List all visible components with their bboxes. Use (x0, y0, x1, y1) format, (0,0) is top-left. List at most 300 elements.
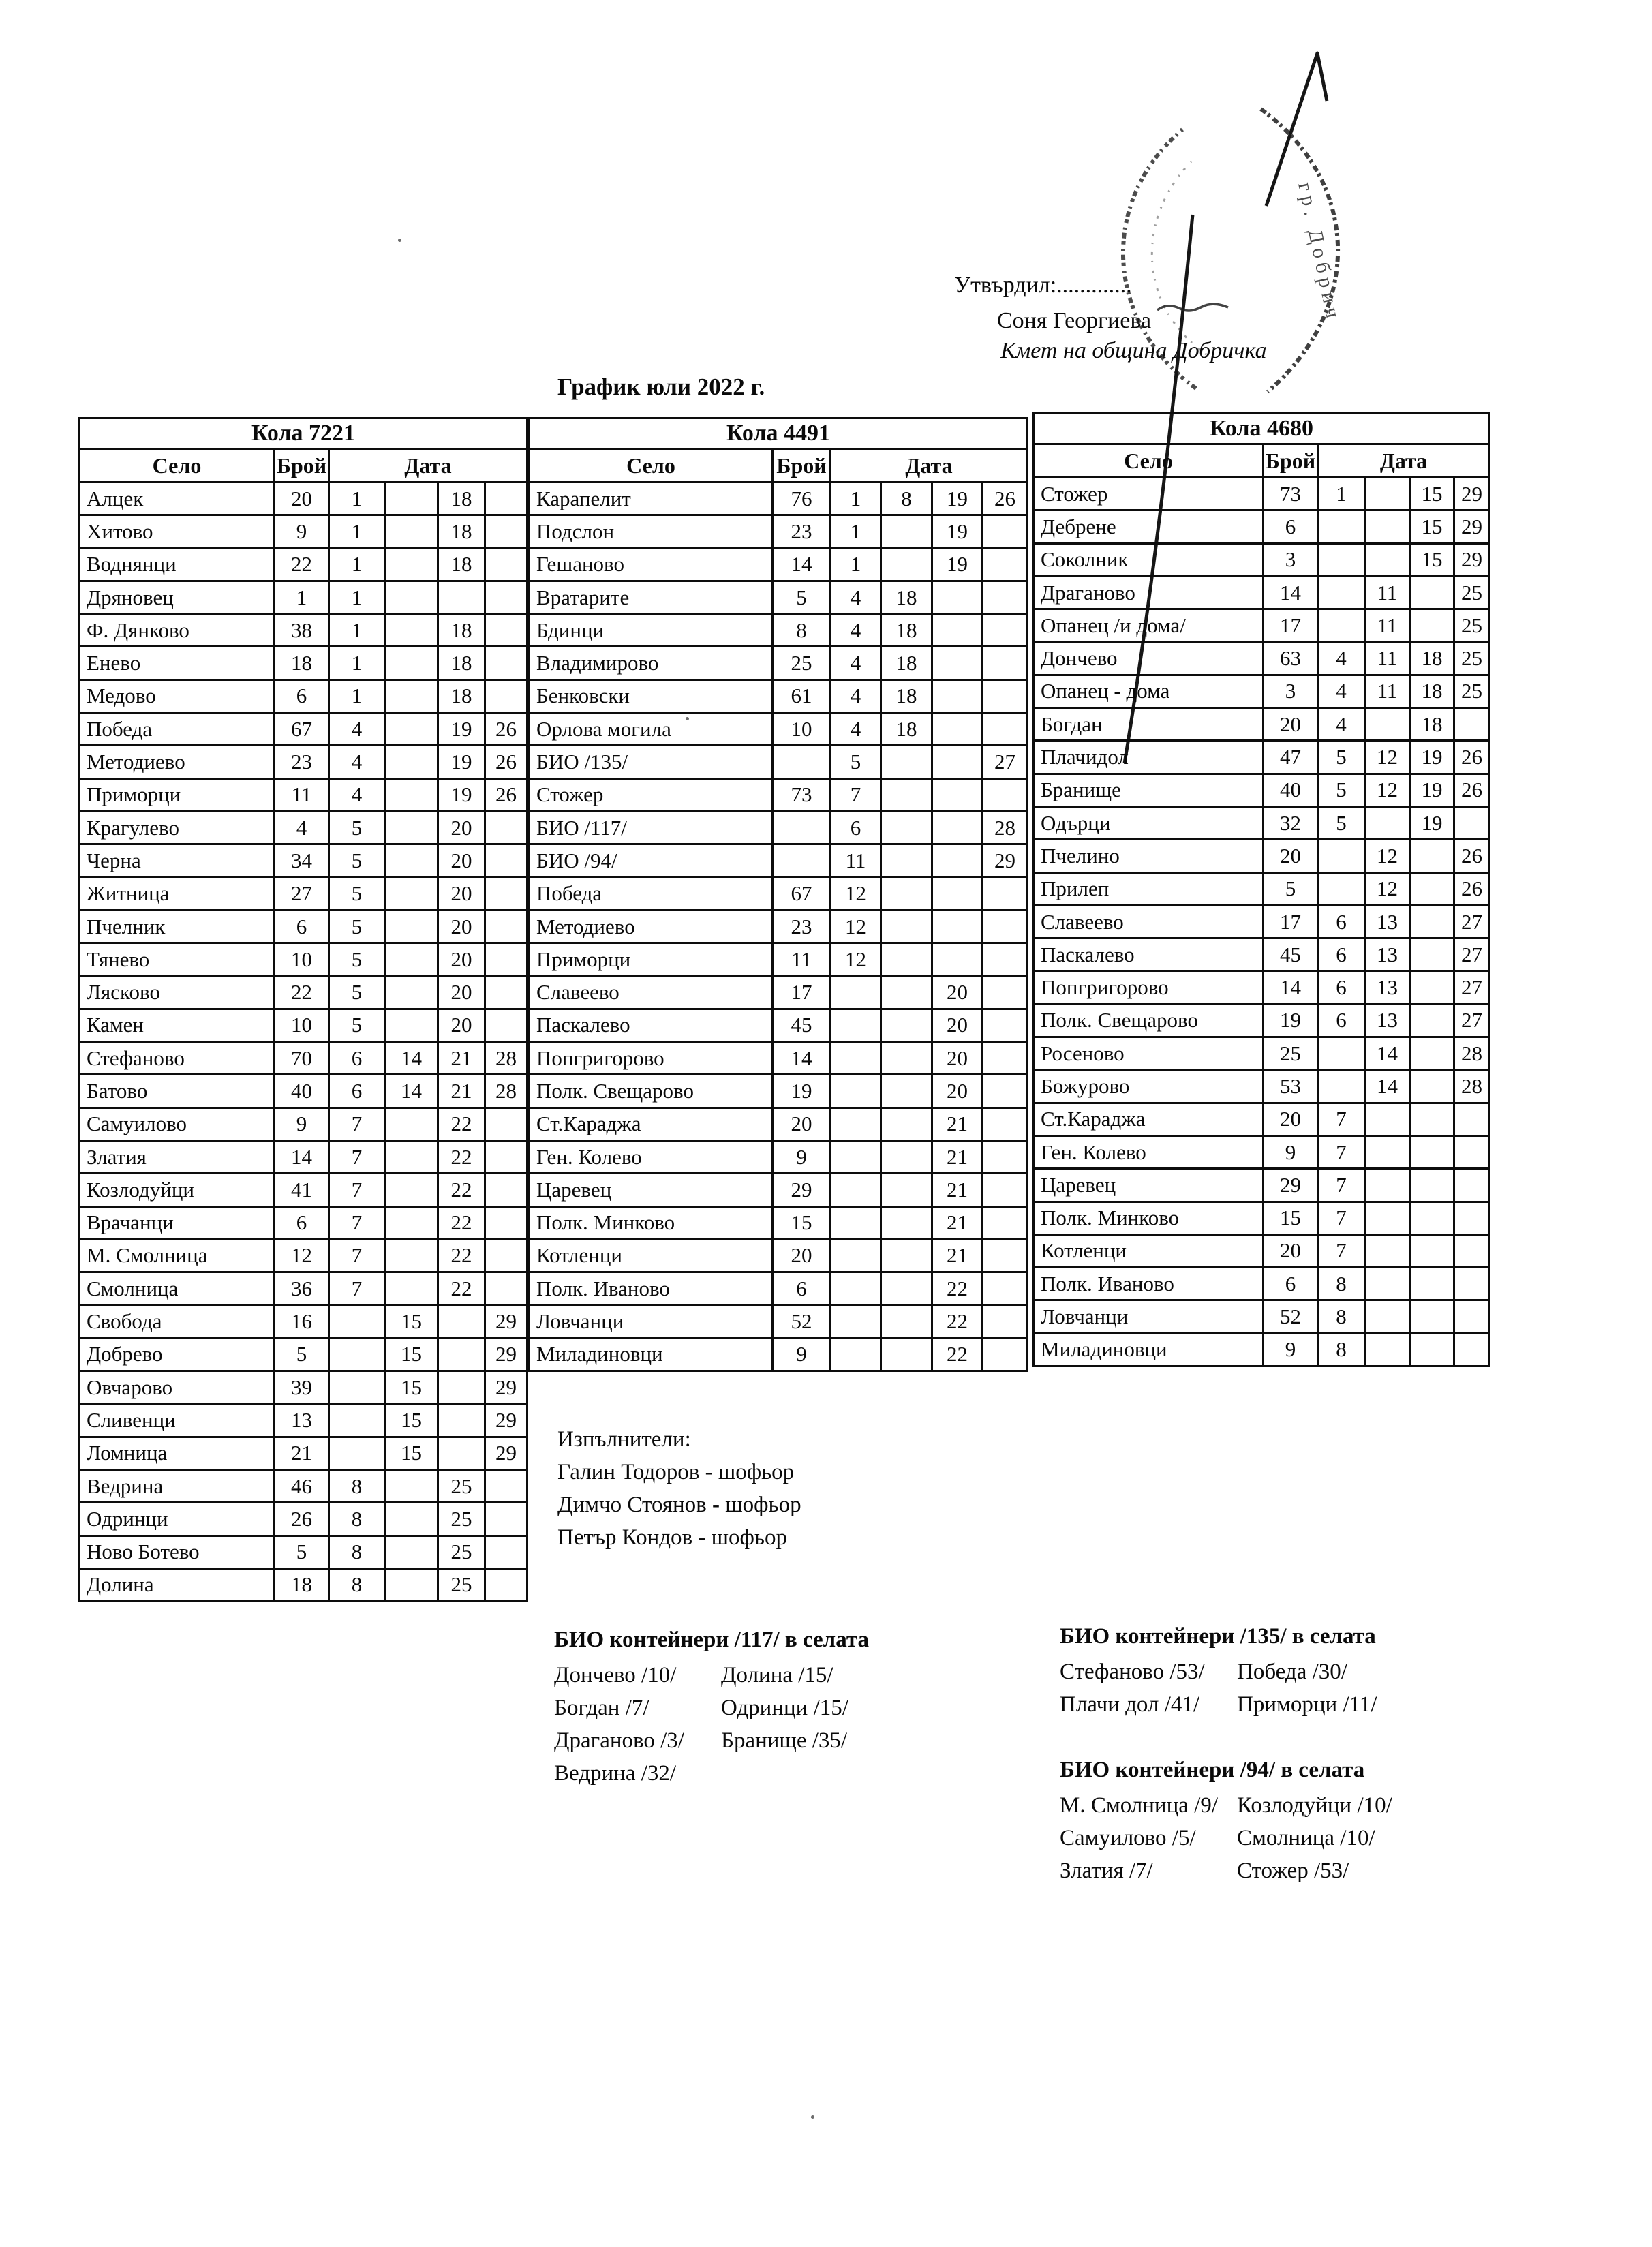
count-cell: 10 (275, 943, 329, 976)
date-cell (983, 647, 1028, 679)
count-cell: 1 (275, 581, 329, 613)
date-cell (329, 1404, 385, 1437)
date-cell (485, 647, 527, 679)
date-cell: 4 (831, 581, 881, 613)
date-cell: 1 (329, 614, 385, 647)
date-cell (881, 1107, 932, 1140)
date-cell: 28 (485, 1075, 527, 1107)
table-title: Кола 4491 (530, 418, 1028, 449)
count-cell: 41 (275, 1174, 329, 1206)
date-cell: 25 (438, 1503, 485, 1535)
date-cell: 29 (485, 1371, 527, 1404)
date-cell: 7 (1318, 1169, 1365, 1202)
date-cell (485, 1469, 527, 1502)
date-cell (1318, 840, 1365, 872)
bio-item: Стожер /53/ (1237, 1859, 1349, 1883)
date-cell: 25 (1454, 675, 1490, 707)
date-cell: 8 (881, 483, 932, 515)
date-cell (1365, 510, 1410, 543)
date-cell (932, 713, 983, 746)
date-cell: 19 (1410, 774, 1454, 806)
village-cell: Долина (80, 1568, 275, 1601)
date-cell (438, 1404, 485, 1437)
date-cell: 12 (831, 877, 881, 910)
date-cell: 20 (438, 811, 485, 844)
date-cell (438, 1338, 485, 1371)
executors-block (557, 1423, 801, 1554)
date-cell: 22 (438, 1140, 485, 1173)
table-row (1034, 478, 1490, 510)
bio-item: Долина /15/ (721, 1663, 833, 1687)
count-cell: 20 (773, 1239, 831, 1272)
village-cell: Ловчанци (1034, 1300, 1264, 1333)
village-cell: Дончево (1034, 642, 1264, 675)
table-row (530, 483, 1028, 515)
dust-speck (686, 717, 689, 720)
date-cell: 15 (1410, 543, 1454, 576)
village-cell: Медово (80, 679, 275, 712)
date-cell (1410, 1070, 1454, 1103)
village-cell: Бранище (1034, 774, 1264, 806)
date-cell (881, 1338, 932, 1371)
table-row (1034, 1103, 1490, 1135)
village-cell: Полк. Иваново (1034, 1268, 1264, 1300)
date-cell: 27 (1454, 1004, 1490, 1037)
table-row (1034, 774, 1490, 806)
village-cell: Черна (80, 844, 275, 877)
table-row (530, 647, 1028, 679)
date-cell: 15 (1410, 478, 1454, 510)
table-row (80, 1107, 527, 1140)
count-cell: 6 (773, 1272, 831, 1305)
date-cell (1410, 1004, 1454, 1037)
date-cell (1365, 1333, 1410, 1366)
count-cell: 14 (773, 548, 831, 581)
date-cell (1365, 543, 1410, 576)
date-cell (983, 778, 1028, 811)
table-row (80, 581, 527, 613)
date-cell: 26 (1454, 840, 1490, 872)
executor-item: Петър Кондов - шофьор (557, 1525, 787, 1550)
date-cell: 5 (329, 976, 385, 1009)
date-cell: 18 (881, 614, 932, 647)
date-cell: 21 (438, 1042, 485, 1075)
date-cell (485, 679, 527, 712)
village-cell: Божурово (1034, 1070, 1264, 1103)
table-row (80, 1568, 527, 1601)
count-cell: 20 (1264, 1103, 1318, 1135)
page-title: График юли 2022 г. (557, 373, 765, 400)
date-cell (881, 515, 932, 548)
date-cell: 5 (329, 811, 385, 844)
date-cell: 6 (831, 811, 881, 844)
date-cell (831, 1107, 881, 1140)
table-row (530, 746, 1028, 778)
village-cell: Лясково (80, 976, 275, 1009)
count-cell: 5 (275, 1338, 329, 1371)
village-cell: Полк. Минково (530, 1206, 773, 1239)
village-cell: Добрево (80, 1338, 275, 1371)
village-cell: Алцек (80, 483, 275, 515)
date-cell: 1 (329, 483, 385, 515)
date-cell (831, 1140, 881, 1173)
count-cell: 14 (1264, 576, 1318, 609)
table-row (80, 1305, 527, 1338)
date-cell (1365, 1300, 1410, 1333)
count-cell: 52 (773, 1305, 831, 1338)
date-cell: 25 (438, 1568, 485, 1601)
date-cell (385, 713, 438, 746)
table-row (1034, 1135, 1490, 1168)
col-header-date: Дата (1318, 444, 1490, 478)
date-cell: 18 (438, 679, 485, 712)
date-cell: 15 (385, 1338, 438, 1371)
bio-column (1237, 1789, 1392, 1887)
village-cell: Ген. Колево (1034, 1135, 1264, 1168)
village-cell: Сливенци (80, 1404, 275, 1437)
bio-section-94 (1060, 1755, 1392, 1887)
count-cell: 6 (275, 910, 329, 943)
date-cell (385, 483, 438, 515)
village-cell: Паскалево (1034, 938, 1264, 971)
count-cell: 20 (1264, 840, 1318, 872)
table-row (1034, 642, 1490, 675)
count-cell: 22 (275, 548, 329, 581)
village-cell: Хитово (80, 515, 275, 548)
table-row (80, 1535, 527, 1568)
village-cell: Тянево (80, 943, 275, 976)
date-cell: 25 (438, 1469, 485, 1502)
table-row (1034, 1169, 1490, 1202)
date-cell (385, 1272, 438, 1305)
date-cell (932, 844, 983, 877)
village-cell: Приморци (80, 778, 275, 811)
village-cell: Царевец (1034, 1169, 1264, 1202)
date-cell: 12 (831, 910, 881, 943)
village-cell: Гешаново (530, 548, 773, 581)
date-cell (385, 1469, 438, 1502)
village-cell: Карапелит (530, 483, 773, 515)
village-cell: Опанец /и дома/ (1034, 609, 1264, 642)
date-cell: 22 (932, 1305, 983, 1338)
date-cell (831, 1075, 881, 1107)
date-cell: 12 (831, 943, 881, 976)
date-cell: 7 (831, 778, 881, 811)
date-cell (932, 943, 983, 976)
date-cell: 14 (385, 1075, 438, 1107)
date-cell (329, 1371, 385, 1404)
date-cell: 6 (1318, 1004, 1365, 1037)
date-cell (881, 1140, 932, 1173)
date-cell (385, 778, 438, 811)
village-cell: БИО /117/ (530, 811, 773, 844)
date-cell: 19 (932, 483, 983, 515)
date-cell (1410, 971, 1454, 1004)
date-cell: 13 (1365, 1004, 1410, 1037)
village-cell: Пчелино (1034, 840, 1264, 872)
dust-speck (811, 2115, 814, 2119)
table-title: Кола 7221 (80, 418, 527, 449)
count-cell: 45 (1264, 938, 1318, 971)
executor-item: Галин Тодоров - шофьор (557, 1460, 795, 1484)
village-cell: БИО /94/ (530, 844, 773, 877)
table-row (1034, 971, 1490, 1004)
date-cell (983, 1107, 1028, 1140)
date-cell: 28 (1454, 1070, 1490, 1103)
date-cell (485, 1503, 527, 1535)
table-row (530, 1338, 1028, 1371)
date-cell (385, 548, 438, 581)
date-cell: 5 (1318, 741, 1365, 774)
table-row (530, 1272, 1028, 1305)
count-cell: 5 (773, 581, 831, 613)
approver-name: Соня Георгиева (997, 308, 1152, 333)
village-cell: Миладиновци (530, 1338, 773, 1371)
count-cell: 36 (275, 1272, 329, 1305)
table-row (1034, 806, 1490, 839)
table-row (80, 877, 527, 910)
date-cell: 8 (329, 1568, 385, 1601)
village-cell: Славеево (1034, 905, 1264, 938)
date-cell (932, 778, 983, 811)
date-cell (1365, 806, 1410, 839)
count-cell: 53 (1264, 1070, 1318, 1103)
date-cell: 28 (485, 1042, 527, 1075)
village-cell: Врачанци (80, 1206, 275, 1239)
village-cell: Методиево (80, 746, 275, 778)
date-cell: 1 (329, 647, 385, 679)
bio-section-title: БИО контейнери /94/ в селата (1060, 1758, 1365, 1782)
date-cell: 26 (485, 713, 527, 746)
count-cell: 9 (1264, 1135, 1318, 1168)
date-cell: 20 (932, 1009, 983, 1041)
count-cell: 21 (275, 1437, 329, 1469)
bio-section-117 (554, 1625, 869, 1790)
count-cell: 23 (773, 910, 831, 943)
date-cell: 26 (1454, 774, 1490, 806)
date-cell: 8 (1318, 1300, 1365, 1333)
date-cell: 13 (1365, 905, 1410, 938)
date-cell: 29 (1454, 543, 1490, 576)
date-cell: 11 (1365, 576, 1410, 609)
date-cell: 29 (983, 844, 1028, 877)
date-cell: 21 (932, 1174, 983, 1206)
count-cell: 20 (773, 1107, 831, 1140)
date-cell (385, 614, 438, 647)
count-cell: 26 (275, 1503, 329, 1535)
schedule-table-kola-4680 (1032, 412, 1490, 1367)
village-cell: Смолница (80, 1272, 275, 1305)
date-cell (831, 1042, 881, 1075)
count-cell: 67 (275, 713, 329, 746)
date-cell (1454, 1333, 1490, 1366)
date-cell: 22 (438, 1174, 485, 1206)
count-cell: 20 (1264, 1234, 1318, 1267)
date-cell: 25 (1454, 642, 1490, 675)
date-cell (385, 877, 438, 910)
date-cell (932, 679, 983, 712)
date-cell (385, 1535, 438, 1568)
village-cell: Орлова могила (530, 713, 773, 746)
date-cell (983, 581, 1028, 613)
village-cell: Опанец - дома (1034, 675, 1264, 707)
date-cell (983, 515, 1028, 548)
col-header-village: Село (1034, 444, 1264, 478)
date-cell (385, 1503, 438, 1535)
count-cell: 6 (1264, 510, 1318, 543)
date-cell (385, 1239, 438, 1272)
count-cell: 8 (773, 614, 831, 647)
date-cell (1318, 1070, 1365, 1103)
table-title: Кола 4680 (1034, 414, 1490, 444)
bio-column (721, 1659, 848, 1790)
table-row (1034, 510, 1490, 543)
date-cell: 22 (438, 1239, 485, 1272)
village-cell: Дряновец (80, 581, 275, 613)
date-cell: 14 (1365, 1037, 1410, 1070)
bio-column (554, 1659, 721, 1790)
table-row (530, 877, 1028, 910)
count-cell: 12 (275, 1239, 329, 1272)
date-cell (932, 877, 983, 910)
date-cell (983, 1174, 1028, 1206)
table-row (530, 910, 1028, 943)
count-cell: 34 (275, 844, 329, 877)
count-cell: 47 (1264, 741, 1318, 774)
date-cell (385, 1140, 438, 1173)
date-cell (1365, 1103, 1410, 1135)
date-cell: 28 (1454, 1037, 1490, 1070)
date-cell (881, 1239, 932, 1272)
table-row (530, 713, 1028, 746)
table-title-row (530, 418, 1028, 449)
village-cell: Одърци (1034, 806, 1264, 839)
village-cell: Плачидол (1034, 741, 1264, 774)
table-row (1034, 938, 1490, 971)
date-cell: 7 (329, 1140, 385, 1173)
table-row (530, 1042, 1028, 1075)
date-cell (831, 1174, 881, 1206)
date-cell: 18 (881, 713, 932, 746)
count-cell: 25 (773, 647, 831, 679)
date-cell: 1 (329, 679, 385, 712)
village-cell: Овчарово (80, 1371, 275, 1404)
village-cell: Житница (80, 877, 275, 910)
date-cell: 26 (1454, 872, 1490, 905)
table-row (80, 1042, 527, 1075)
date-cell: 15 (385, 1437, 438, 1469)
village-cell: Бдинци (530, 614, 773, 647)
count-cell: 18 (275, 1568, 329, 1601)
village-cell: Царевец (530, 1174, 773, 1206)
count-cell: 23 (275, 746, 329, 778)
date-cell (329, 1437, 385, 1469)
date-cell: 20 (438, 877, 485, 910)
col-header-date: Дата (329, 449, 527, 483)
signature-squiggle (1157, 304, 1228, 311)
date-cell (485, 877, 527, 910)
table-title-row (1034, 414, 1490, 444)
date-cell (438, 1437, 485, 1469)
date-cell (485, 581, 527, 613)
village-cell: Владимирово (530, 647, 773, 679)
table-row (80, 713, 527, 746)
date-cell (1365, 1169, 1410, 1202)
date-cell (485, 483, 527, 515)
bio-item: Бранище /35/ (721, 1728, 848, 1753)
col-header-village: Село (80, 449, 275, 483)
table-row (80, 1174, 527, 1206)
date-cell (881, 1009, 932, 1041)
table-row (530, 976, 1028, 1009)
date-cell: 1 (831, 515, 881, 548)
village-cell: Ст.Караджа (530, 1107, 773, 1140)
date-cell: 18 (1410, 708, 1454, 741)
col-header-count: Брой (773, 449, 831, 483)
table-row (80, 811, 527, 844)
date-cell: 18 (438, 548, 485, 581)
table-row (530, 1009, 1028, 1041)
date-cell: 18 (881, 647, 932, 679)
count-cell: 17 (1264, 609, 1318, 642)
table-row (1034, 741, 1490, 774)
date-cell (983, 1075, 1028, 1107)
date-cell: 15 (385, 1404, 438, 1437)
date-cell (385, 1009, 438, 1041)
date-cell (831, 1239, 881, 1272)
date-cell: 25 (438, 1535, 485, 1568)
date-cell: 4 (329, 713, 385, 746)
date-cell: 22 (932, 1272, 983, 1305)
count-cell: 18 (275, 647, 329, 679)
date-cell: 15 (1410, 510, 1454, 543)
date-cell (329, 1305, 385, 1338)
bio-item: Богдан /7/ (554, 1696, 649, 1720)
date-cell (1365, 1135, 1410, 1168)
date-cell: 18 (438, 647, 485, 679)
date-cell (1454, 806, 1490, 839)
table-row (80, 910, 527, 943)
table-row (80, 647, 527, 679)
date-cell (485, 910, 527, 943)
date-cell: 8 (329, 1469, 385, 1502)
date-cell (881, 746, 932, 778)
village-cell: Победа (80, 713, 275, 746)
count-cell: 9 (275, 1107, 329, 1140)
village-cell: Паскалево (530, 1009, 773, 1041)
date-cell: 6 (329, 1042, 385, 1075)
count-cell (773, 844, 831, 877)
date-cell: 19 (438, 778, 485, 811)
village-cell: Ст.Караджа (1034, 1103, 1264, 1135)
date-cell (385, 844, 438, 877)
date-cell: 4 (1318, 675, 1365, 707)
date-cell (983, 679, 1028, 712)
count-cell: 73 (1264, 478, 1318, 510)
village-cell: М. Смолница (80, 1239, 275, 1272)
count-cell: 29 (773, 1174, 831, 1206)
table-row (530, 943, 1028, 976)
date-cell: 11 (1365, 609, 1410, 642)
village-cell: Козлодуйци (80, 1174, 275, 1206)
table-row (80, 1206, 527, 1239)
table-row (80, 515, 527, 548)
date-cell: 20 (438, 844, 485, 877)
table-row (530, 548, 1028, 581)
date-cell (983, 614, 1028, 647)
date-cell: 20 (438, 943, 485, 976)
date-cell (485, 1140, 527, 1173)
